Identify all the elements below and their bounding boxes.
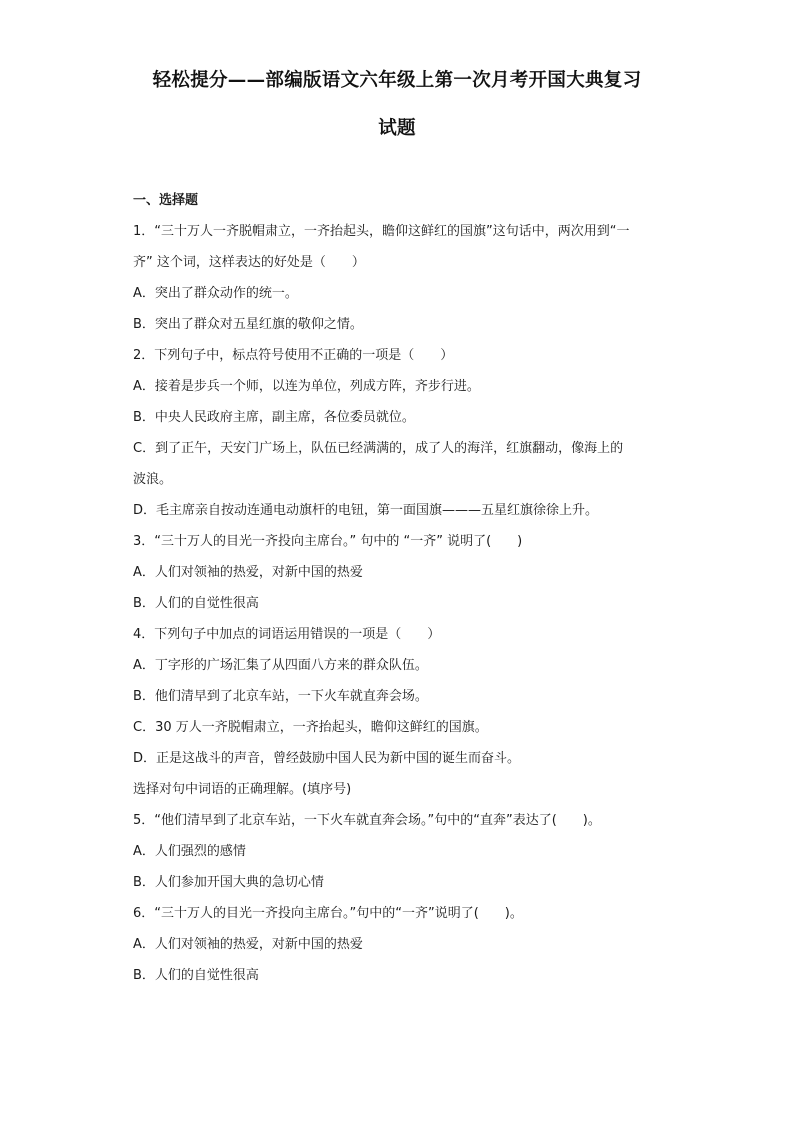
instruction-text: 选择对句中词语的正确理解。(填序号) (133, 782, 352, 797)
section-heading: 一、选择题 (133, 193, 199, 208)
question-2-option-d: D．毛主席亲自按动连通电动旗杆的电钮，第一面国旗———五星红旗徐徐上升。 (133, 503, 599, 518)
question-body (133, 185, 663, 991)
question-1-stem-cont: 齐” 这个词，这样表达的好处是（ ） (133, 255, 365, 270)
question-3-option-b: B．人们的自觉性很高 (133, 596, 259, 611)
question-4-stem: 4．下列句子中加点的词语运用错误的一项是（ ） (133, 627, 441, 642)
question-1-option-b: B．突出了群众对五星红旗的敬仰之情。 (133, 317, 363, 332)
question-3-stem: 3．“三十万人的目光一齐投向主席台。” 句中的 “一齐” 说明了( ) (133, 534, 523, 549)
question-1-option-a: A．突出了群众动作的统一。 (133, 286, 298, 301)
question-2-option-c-cont: 波浪。 (133, 472, 173, 487)
question-3-option-a: A．人们对领袖的热爱，对新中国的热爱 (133, 565, 363, 580)
question-6-option-b: B．人们的自觉性很高 (133, 968, 259, 983)
question-6-stem: 6．“三十万人的目光一齐投向主席台。”句中的“一齐”说明了( )。 (133, 906, 523, 921)
question-4-option-b: B．他们清早到了北京车站，一下火车就直奔会场。 (133, 689, 428, 704)
question-2-option-a: A．接着是步兵一个师，以连为单位，列成方阵，齐步行进。 (133, 379, 480, 394)
question-5-option-b: B．人们参加开国大典的急切心情 (133, 875, 324, 890)
question-4-option-d: D．正是这战斗的声音，曾经鼓励中国人民为新中国的诞生而奋斗。 (133, 751, 521, 766)
question-4-option-c: C．30 万人一齐脱帽肃立，一齐抬起头，瞻仰这鲜红的国旗。 (133, 720, 488, 735)
question-1-stem: 1．“三十万人一齐脱帽肃立，一齐抬起头，瞻仰这鲜红的国旗”这句话中，两次用到“一 (133, 224, 630, 239)
document-title-continued: 试题 (378, 118, 416, 139)
question-5-stem: 5．“他们清早到了北京车站，一下火车就直奔会场。”句中的“直奔”表达了( )。 (133, 813, 601, 828)
question-4-option-a: A．丁字形的广场汇集了从四面八方来的群众队伍。 (133, 658, 428, 673)
question-2-stem: 2．下列句子中，标点符号使用不正确的一项是（ ） (133, 348, 454, 363)
question-2-option-c: C．到了正午，天安门广场上，队伍已经满满的，成了人的海洋，红旗翻动，像海上的 (133, 441, 624, 456)
document-title: 轻松提分——部编版语文六年级上第一次月考开国大典复习 (152, 70, 642, 91)
question-5-option-a: A．人们强烈的感情 (133, 844, 246, 859)
question-6-option-a: A．人们对领袖的热爱，对新中国的热爱 (133, 937, 363, 952)
question-2-option-b: B．中央人民政府主席，副主席，各位委员就位。 (133, 410, 415, 425)
